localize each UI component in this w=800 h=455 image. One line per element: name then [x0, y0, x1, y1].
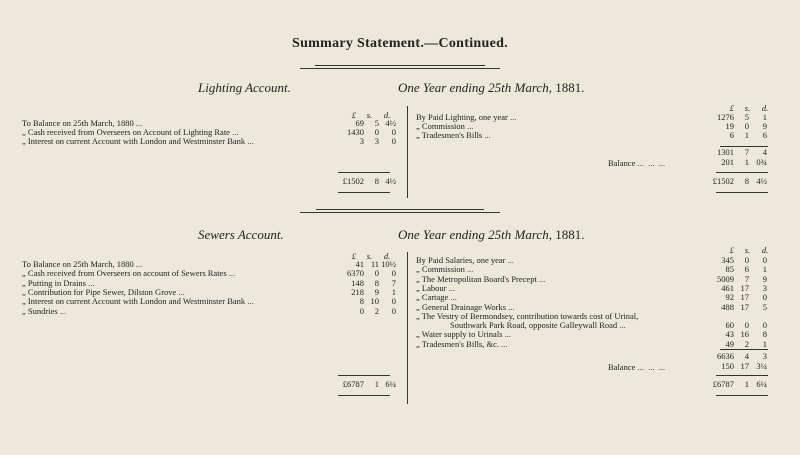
amount-d: 1	[762, 338, 767, 349]
lighting-period	[398, 80, 584, 96]
sewers-right-col-heads	[718, 245, 768, 255]
ledger-amount	[334, 297, 396, 306]
sewers-right-total-top	[716, 375, 768, 376]
leader-dots: ...	[505, 255, 514, 265]
amount-s: 17	[740, 282, 749, 293]
amount-d: 0	[391, 268, 396, 279]
amount-d: 0	[391, 296, 396, 307]
amount-s: 17	[740, 292, 749, 303]
amount-s: 0	[374, 127, 379, 137]
lighting-left-total-bottom	[338, 192, 390, 193]
sewers-left-total: £6787 1 6¼	[342, 379, 396, 389]
amount-d: 3	[762, 282, 767, 293]
amount-d: 9	[762, 121, 767, 131]
amount-l: 49	[725, 338, 734, 349]
ledger-amount	[334, 269, 396, 278]
amount-s: 0	[744, 121, 749, 131]
shilling-head: s.	[366, 110, 373, 120]
pound-head: £	[351, 110, 356, 120]
amount-s: 3	[374, 136, 379, 146]
amount-l: 43	[725, 329, 734, 340]
ledger-amount	[702, 303, 767, 312]
sewers-right-total-bottom	[716, 395, 768, 396]
ledger-amount	[334, 260, 396, 269]
ledger-row-text: „ Tradesmen's Bills, &c.	[416, 338, 499, 349]
ledger-row-text: „ Labour	[416, 282, 447, 293]
amount-l: 148	[351, 277, 364, 288]
amount-s: 10	[370, 296, 379, 307]
amount-d: 0	[762, 255, 767, 265]
lighting-period-text: One Year ending 25th March,	[398, 80, 552, 95]
ledger-amount	[702, 122, 767, 131]
amount-l: 345	[721, 255, 734, 265]
amount-l: 5009	[717, 273, 734, 284]
amount-l: 6	[729, 130, 734, 140]
lighting-right-total-bottom	[716, 192, 768, 193]
ledger-amount	[334, 119, 396, 128]
pound-head: £	[729, 103, 734, 113]
amount-l: 0	[359, 305, 364, 316]
ledger-row-text: „ The Vestry of Bermondsey, contribution towards cost of Urinal,	[416, 310, 639, 321]
sewers-divider	[407, 252, 408, 404]
amount-s: 9	[374, 286, 379, 297]
amount-d: 8	[762, 329, 767, 340]
section-rule-1	[316, 209, 484, 210]
amount-l: 85	[725, 264, 734, 275]
amount-d: 1	[762, 264, 767, 275]
shilling-head: s.	[744, 245, 751, 255]
ledger-amount	[334, 279, 396, 288]
amount-d: 7	[391, 277, 396, 288]
ledger-amount	[334, 288, 396, 297]
sewers-left-total-top	[338, 375, 390, 376]
amount-s: 0	[744, 320, 749, 331]
lighting-year: 1881.	[555, 80, 585, 95]
ledger-amount	[702, 131, 767, 140]
leader-dots: ...	[133, 118, 143, 128]
sewers-year: 1881.	[555, 227, 585, 242]
lighting-right-total-top	[716, 172, 768, 173]
ledger-row-text: By Paid Lighting, one year	[416, 112, 508, 122]
ledger-row-text: „ Cash received from Overseers on Account of Lighting Rate	[22, 127, 230, 137]
amount-s: 1	[744, 130, 749, 140]
leader-dots: ...	[85, 277, 95, 288]
leader-dots: ...	[536, 273, 546, 284]
amount-s: 0	[374, 268, 379, 279]
shilling-head: s.	[744, 103, 751, 113]
amount-d: 4½	[385, 118, 396, 128]
title-rule-1	[315, 65, 485, 66]
leader-dots: ...	[176, 286, 185, 297]
ledger-row-text: „ The Metropolitan Board's Precept	[416, 273, 537, 284]
lighting-account-title: Lighting Account.	[198, 80, 291, 95]
ledger-amount	[702, 312, 767, 321]
leader-dots: ...	[482, 130, 491, 140]
ledger-amount	[702, 284, 767, 293]
ledger-row-text: „ Water supply to Urinals	[416, 329, 503, 340]
ledger-row-text: „ General Drainage Works	[416, 301, 507, 312]
ledger-row-text: „ Contribution for Pipe Sewer, Dilston Grove	[22, 286, 177, 297]
lighting-subtotal: 1301 7 4	[717, 147, 767, 157]
amount-d: 0	[391, 136, 396, 146]
pence-head: d.	[383, 110, 391, 120]
amount-s: 0	[744, 255, 749, 265]
leader-dots: ...	[245, 296, 254, 307]
ledger-row-text: By Paid Salaries, one year	[416, 255, 506, 265]
ledger-amount	[702, 321, 767, 330]
amount-d: 0	[391, 305, 396, 316]
ledger-row-text: „ Sundries	[22, 305, 58, 316]
amount-d: 1	[762, 112, 767, 122]
amount-s: 5	[374, 118, 379, 128]
ledger-row-text: „ Tradesmen's Bills	[416, 130, 483, 140]
ledger-amount	[702, 293, 767, 302]
amount-l: 6370	[347, 268, 364, 279]
ledger-row	[22, 137, 254, 146]
leader-dots: ...	[57, 305, 67, 316]
title-rule-2	[300, 68, 500, 69]
sewers-period-text: One Year ending 25th March,	[398, 227, 552, 242]
ledger-row-text: „ Interest on current Account with London and Westminster Bank	[22, 136, 246, 146]
amount-l: 60	[725, 320, 734, 331]
amount-d: 0	[762, 292, 767, 303]
sewers-right-total: £6787 1 6¼	[712, 379, 767, 389]
leader-dots: ...	[499, 338, 508, 349]
amount-d: 0	[762, 320, 767, 331]
ledger-amount	[334, 137, 396, 146]
sewers-subtotal: 6636 4 3	[717, 351, 767, 361]
sewers-account-title: Sewers Account.	[198, 227, 284, 242]
amount-l: 19	[725, 121, 734, 131]
amount-s: 11	[370, 259, 379, 269]
leader-dots: ...	[506, 301, 515, 312]
leader-dots: ...	[446, 282, 455, 293]
ledger-amount	[702, 340, 767, 349]
amount-d: 1	[391, 286, 396, 297]
amount-s: 17	[740, 301, 749, 312]
leader-dots: ...	[229, 127, 239, 137]
lighting-balance: 201 1 0¾	[721, 157, 767, 167]
amount-d: 0	[391, 127, 396, 137]
ledger-row-text: Southwark Park Road, opposite Galleywall Road	[450, 320, 618, 331]
sewers-balance-label: Balance ... ... ...	[608, 362, 666, 372]
ledger-amount	[702, 330, 767, 339]
amount-d: 6	[762, 130, 767, 140]
amount-d: 5	[762, 301, 767, 312]
page-title: Summary Statement.—Continued.	[292, 36, 508, 51]
ledger-amount	[334, 307, 396, 316]
leader-dots: ...	[464, 121, 474, 131]
ledger-row-text: „ Commission	[416, 121, 465, 131]
amount-l: 461	[721, 282, 734, 293]
amount-s: 2	[374, 305, 379, 316]
leader-dots: ...	[226, 268, 236, 279]
ledger-amount	[702, 256, 767, 265]
amount-s: 7	[744, 273, 749, 284]
amount-s: 6	[744, 264, 749, 275]
amount-s: 5	[744, 112, 749, 122]
pound-head: £	[351, 251, 356, 261]
lighting-left-total: £1502 8 4½	[342, 176, 396, 186]
ledger-row-text: „ Cartage	[416, 292, 449, 303]
pence-head: d.	[761, 245, 769, 255]
ledger-row	[416, 340, 508, 349]
leader-dots: ...	[507, 112, 517, 122]
ledger-amount	[702, 275, 767, 284]
leader-dots: ...	[133, 259, 143, 269]
amount-l: 8	[359, 296, 364, 307]
pence-head: d.	[383, 251, 391, 261]
ledger-row-text: „ Commission	[416, 264, 465, 275]
ledger-row-text: „ Interest on current Account with London and Westminster Bank	[22, 296, 246, 307]
leader-dots: ...	[245, 136, 254, 146]
amount-d: 10½	[381, 259, 396, 269]
amount-l: 3	[359, 136, 364, 146]
shilling-head: s.	[366, 251, 373, 261]
ledger-amount	[334, 128, 396, 137]
ledger-row-text: „ Cash received from Overseers on account of Sewers Rates	[22, 268, 227, 279]
ledger-amount	[702, 113, 767, 122]
ledger-amount	[702, 265, 767, 274]
amount-l: 1430	[347, 127, 364, 137]
sewers-period	[398, 227, 584, 243]
sewers-left-total-bottom	[338, 395, 390, 396]
amount-l: 41	[355, 259, 364, 269]
ledger-row-text: „ Putting in Drains	[22, 277, 86, 288]
leader-dots: ...	[464, 264, 474, 275]
leader-dots: ...	[617, 320, 626, 331]
lighting-left-total-top	[338, 172, 390, 173]
lighting-balance-label: Balance ... ... ...	[608, 158, 666, 168]
amount-s: 2	[744, 338, 749, 349]
pence-head: d.	[761, 103, 769, 113]
leader-dots: ...	[448, 292, 457, 303]
lighting-right-total: £1502 8 4½	[712, 176, 767, 186]
pound-head: £	[729, 245, 734, 255]
ledger-row	[416, 131, 491, 140]
amount-s: 8	[374, 277, 379, 288]
ledger-row	[22, 307, 66, 316]
ledger-row-text: To Balance on 25th March, 1880	[22, 118, 134, 128]
amount-l: 92	[725, 292, 734, 303]
amount-l: 69	[355, 118, 364, 128]
amount-s: 16	[740, 329, 749, 340]
amount-l: 1276	[717, 112, 734, 122]
section-rule-2	[300, 212, 500, 213]
sewers-subtotal-rule	[720, 349, 768, 350]
leader-dots: ...	[502, 329, 512, 340]
ledger-row-text: To Balance on 25th March, 1880	[22, 259, 134, 269]
amount-l: 218	[351, 286, 364, 297]
amount-d: 9	[762, 273, 767, 284]
amount-l: 488	[721, 301, 734, 312]
lighting-divider	[407, 106, 408, 198]
sewers-balance: 150 17 3¼	[721, 361, 767, 371]
